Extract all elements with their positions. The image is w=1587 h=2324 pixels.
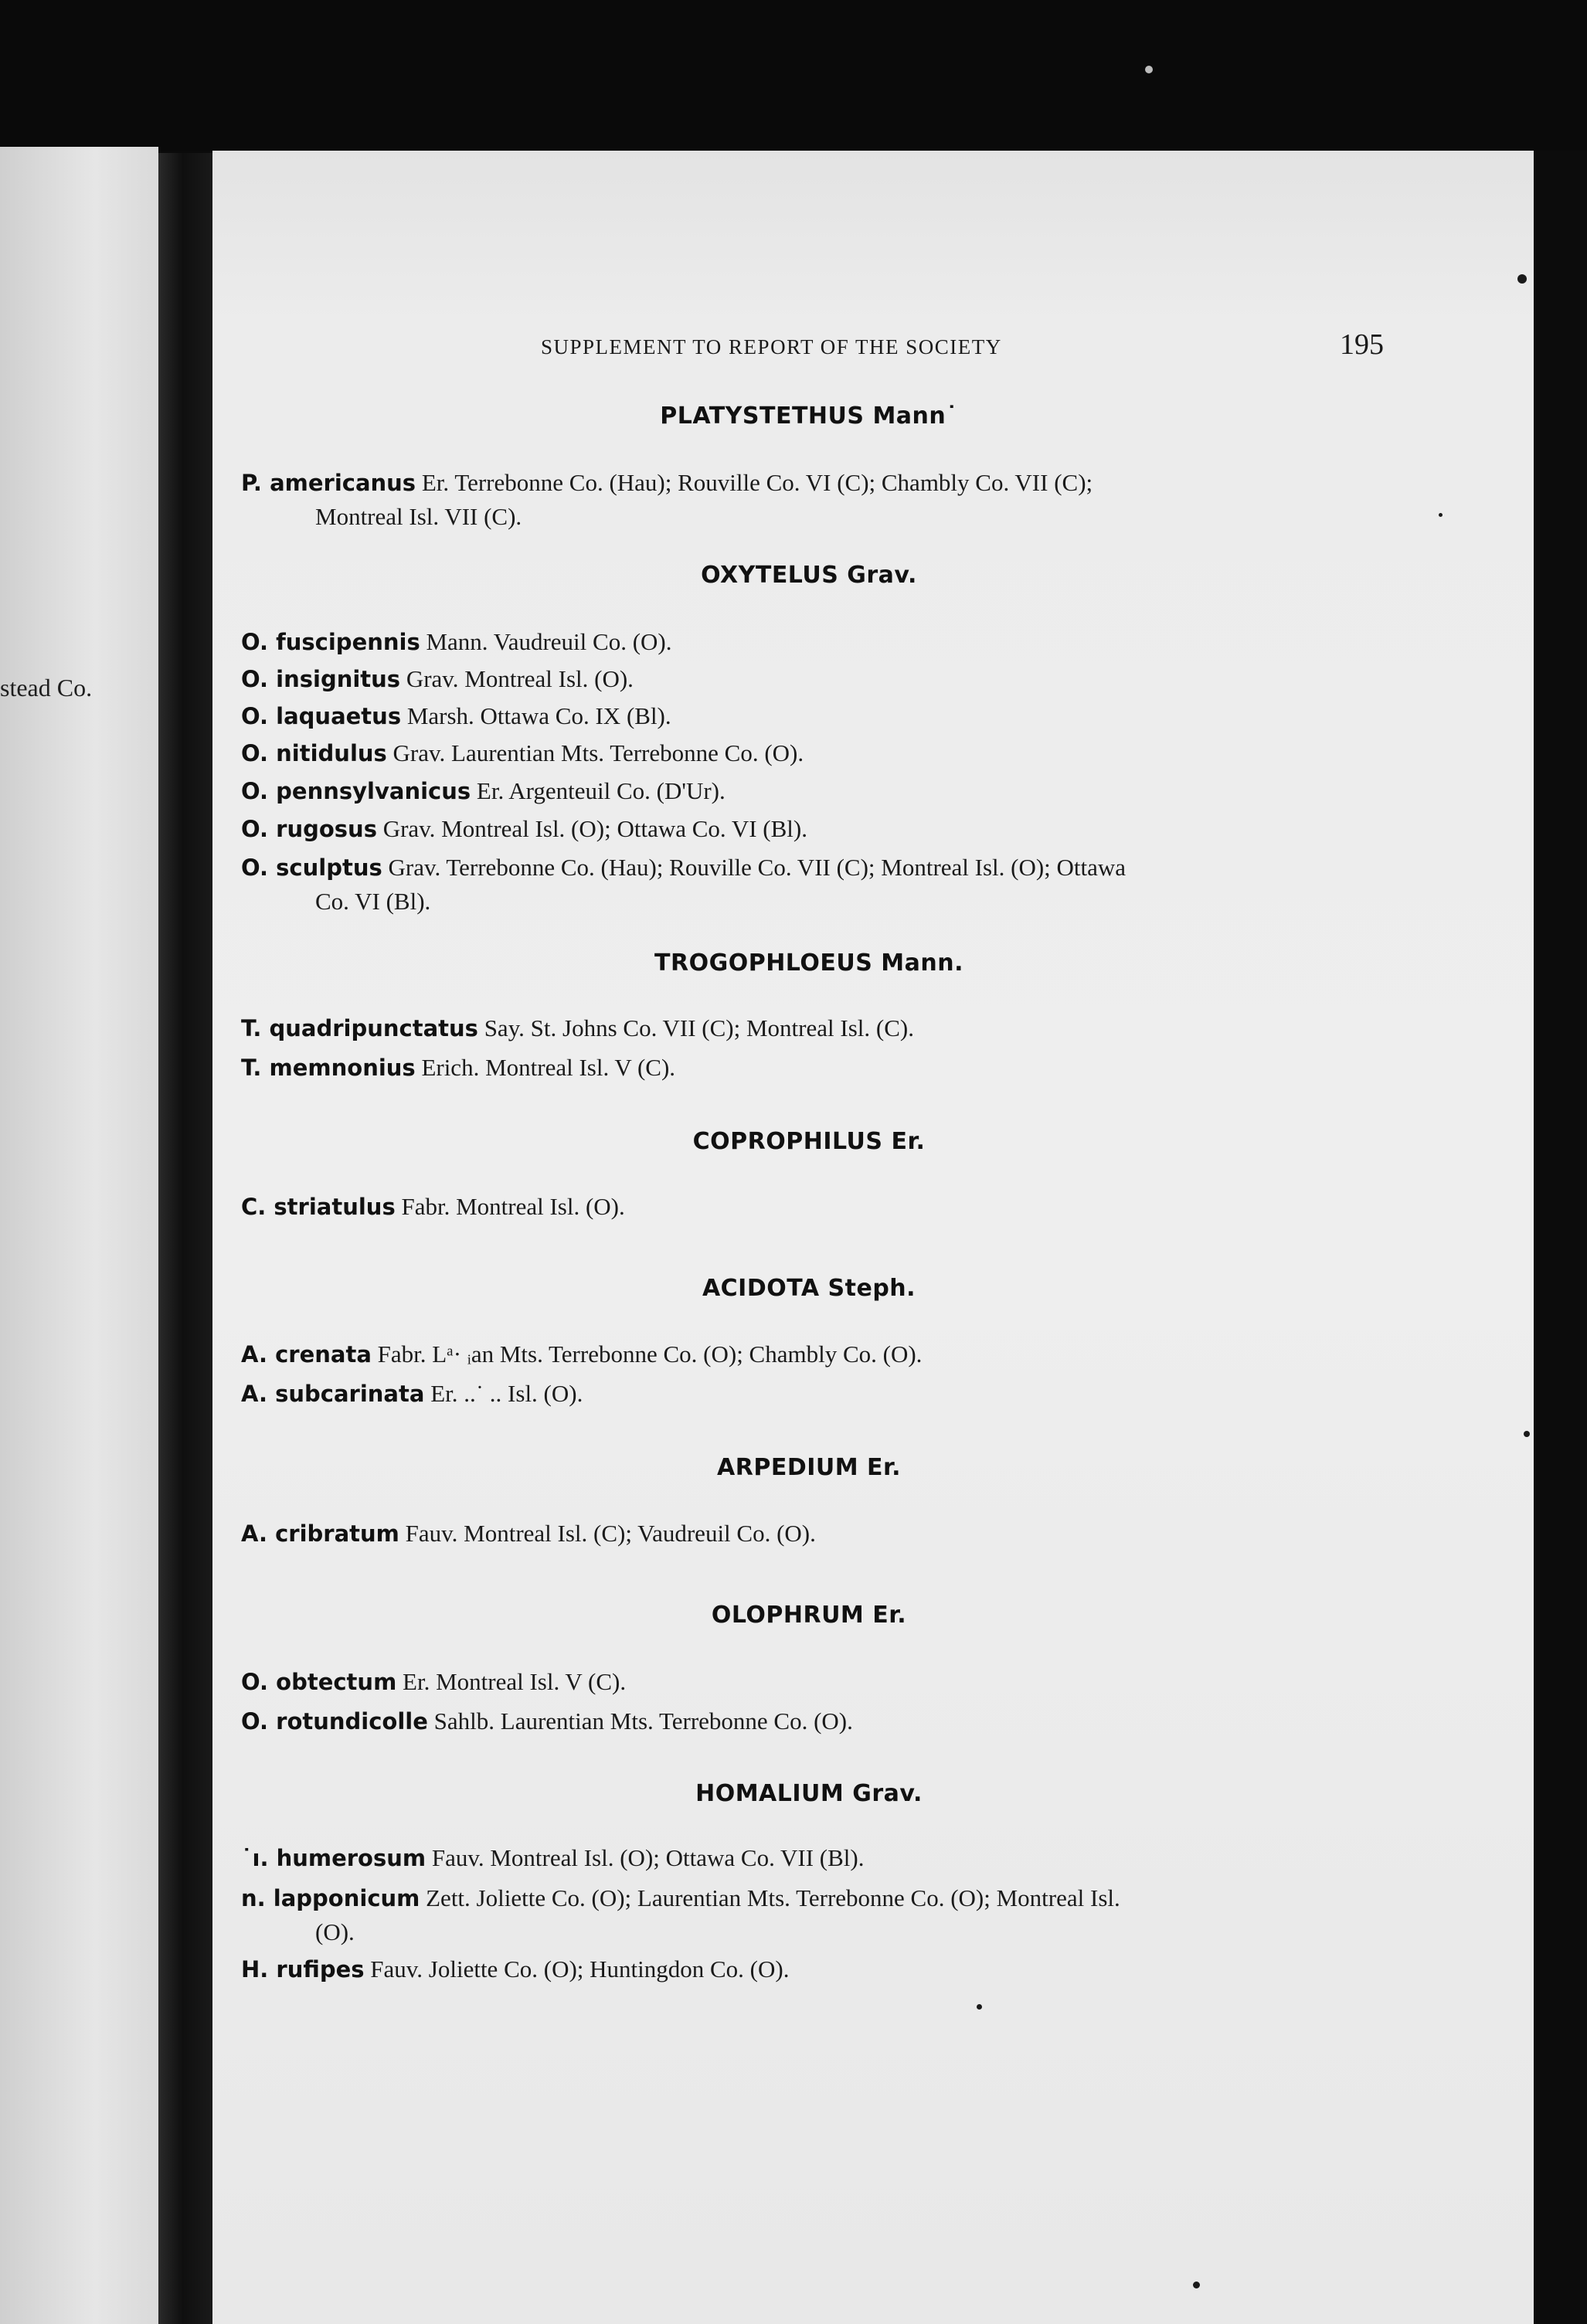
species-entry — [241, 1952, 1400, 1986]
species-record: Fabr. Lᵃ· ᵢan Mts. Terrebonne Co. (O); Chambly Co. (O). — [371, 1340, 923, 1368]
species-entry — [241, 1377, 1400, 1411]
genus-heading: ARPEDIUM Er. — [717, 1454, 901, 1481]
genus-heading: TROGOPHLOEUS Mann. — [654, 950, 963, 977]
species-epithet: subcarinata — [275, 1381, 425, 1407]
species-record: Fauv. Montreal Isl. (C); Vaudreuil Co. (O). — [399, 1520, 816, 1547]
species-record: Er. ..˙ .. Isl. (O). — [424, 1380, 583, 1407]
species-epithet: rugosus — [276, 816, 377, 842]
species-entry — [241, 1337, 1400, 1371]
species-epithet: americanus — [270, 470, 416, 496]
species-entry — [241, 1841, 1400, 1875]
genus-heading: OLOPHRUM Er. — [711, 1602, 907, 1629]
species-epithet: crenata — [275, 1341, 372, 1368]
species-entry — [241, 699, 1400, 733]
genus-abbreviation: O. — [241, 855, 269, 881]
genus-abbreviation: O. — [241, 740, 269, 766]
scan-speck — [1517, 274, 1527, 284]
species-entry — [241, 625, 1400, 659]
species-epithet: laquaetus — [276, 703, 402, 729]
genus-abbreviation: H. — [241, 1956, 269, 1983]
species-epithet: quadripunctatus — [269, 1015, 478, 1041]
species-record: Fauv. Montreal Isl. (O); Ottawa Co. VII (Bl). — [426, 1844, 865, 1871]
genus-heading: COPROPHILUS Er. — [692, 1128, 926, 1155]
species-entry — [241, 1190, 1400, 1224]
genus-abbreviation: T. — [241, 1055, 262, 1081]
genus-abbreviation: O. — [241, 778, 269, 804]
species-entry — [241, 1517, 1400, 1551]
genus-abbreviation: T. — [241, 1015, 262, 1041]
species-record: Sahlb. Laurentian Mts. Terrebonne Co. (O). — [427, 1707, 853, 1735]
species-record: Er. Montreal Isl. V (C). — [396, 1668, 627, 1695]
species-entry — [241, 736, 1400, 770]
species-record: Fauv. Joliette Co. (O); Huntingdon Co. (O). — [364, 1955, 790, 1983]
species-entry — [241, 662, 1400, 696]
book-gutter — [158, 153, 212, 2324]
genus-abbreviation: O. — [241, 666, 269, 692]
genus-abbreviation: O. — [241, 703, 269, 729]
species-entry — [241, 1704, 1400, 1738]
species-entry — [241, 466, 1400, 533]
genus-abbreviation: n. — [241, 1885, 266, 1911]
species-record: Grav. Montreal Isl. (O); Ottawa Co. VI (Bl). — [376, 815, 807, 842]
species-epithet: cribratum — [275, 1520, 399, 1547]
species-record: Say. St. Johns Co. VII (C); Montreal Isl. (C). — [477, 1014, 914, 1041]
genus-abbreviation: ˙ı. — [241, 1845, 269, 1871]
genus-abbreviation: O. — [241, 1669, 269, 1695]
species-epithet: fuscipennis — [276, 629, 420, 655]
species-epithet: nitidulus — [276, 740, 387, 766]
species-record: Grav. Terrebonne Co. (Hau); Rouville Co. VII (C); Montreal Isl. (O); Ottawa — [382, 854, 1127, 881]
species-epithet: striatulus — [274, 1194, 396, 1220]
species-record: Erich. Montreal Isl. V (C). — [415, 1054, 676, 1081]
species-entry — [241, 1665, 1400, 1699]
species-record: Mann. Vaudreuil Co. (O). — [420, 628, 672, 655]
genus-heading: ACIDOTA Steph. — [702, 1275, 916, 1302]
species-record: Grav. Laurentian Mts. Terrebonne Co. (O). — [386, 739, 804, 766]
species-epithet: humerosum — [276, 1845, 426, 1871]
scan-speck — [1439, 513, 1443, 517]
genus-abbreviation: A. — [241, 1520, 267, 1547]
running-title: SUPPLEMENT TO REPORT OF THE SOCIETY — [541, 335, 1002, 358]
species-entry — [241, 1051, 1400, 1085]
species-entry — [241, 1881, 1400, 1949]
scan-top-margin — [0, 0, 1587, 151]
genus-abbreviation: O. — [241, 629, 269, 655]
genus-abbreviation: C. — [241, 1194, 267, 1220]
genus-abbreviation: A. — [241, 1341, 267, 1368]
facing-page-text-fragment: stead Co. — [0, 674, 93, 702]
genus-abbreviation: O. — [241, 816, 269, 842]
species-entry — [241, 851, 1400, 918]
species-epithet: obtectum — [276, 1669, 397, 1695]
species-epithet: insignitus — [276, 666, 401, 692]
genus-heading: OXYTELUS Grav. — [701, 562, 917, 589]
species-epithet: memnonius — [269, 1055, 416, 1081]
species-record-continuation: Montreal Isl. VII (C). — [315, 503, 522, 530]
species-record: Fabr. Montreal Isl. (O). — [395, 1193, 625, 1220]
species-epithet: sculptus — [276, 855, 382, 881]
page-number: 195 — [1340, 328, 1384, 361]
species-entry — [241, 1011, 1400, 1045]
genus-abbreviation: P. — [241, 470, 262, 496]
species-epithet: rotundicolle — [276, 1708, 428, 1735]
species-epithet: lapponicum — [273, 1885, 420, 1911]
species-record: Grav. Montreal Isl. (O). — [400, 665, 634, 692]
genus-heading: HOMALIUM Grav. — [695, 1780, 923, 1807]
species-record: Er. Terrebonne Co. (Hau); Rouville Co. VI (C); Chambly Co. VII (C); — [416, 469, 1093, 496]
scan-speck — [1524, 1431, 1530, 1437]
facing-page-edge — [0, 147, 158, 2324]
species-entry — [241, 812, 1400, 846]
species-record: Er. Argenteuil Co. (D'Ur). — [471, 777, 726, 804]
genus-abbreviation: O. — [241, 1708, 269, 1735]
scan-right-margin — [1534, 151, 1587, 2324]
scan-speck — [977, 2004, 982, 2010]
species-record: Marsh. Ottawa Co. IX (Bl). — [401, 702, 671, 729]
species-epithet: pennsylvanicus — [276, 778, 471, 804]
species-epithet: rufipes — [276, 1956, 365, 1983]
species-entry — [241, 774, 1400, 808]
species-record: Zett. Joliette Co. (O); Laurentian Mts. Terrebonne Co. (O); Montreal Isl. — [420, 1884, 1120, 1911]
genus-abbreviation: A. — [241, 1381, 267, 1407]
species-record-continuation: (O). — [315, 1918, 355, 1945]
genus-heading: PLATYSTETHUS Mann˙ — [660, 403, 958, 430]
species-record-continuation: Co. VI (Bl). — [315, 888, 431, 915]
scan-speck — [1145, 66, 1153, 73]
scan-speck — [1193, 2282, 1200, 2288]
